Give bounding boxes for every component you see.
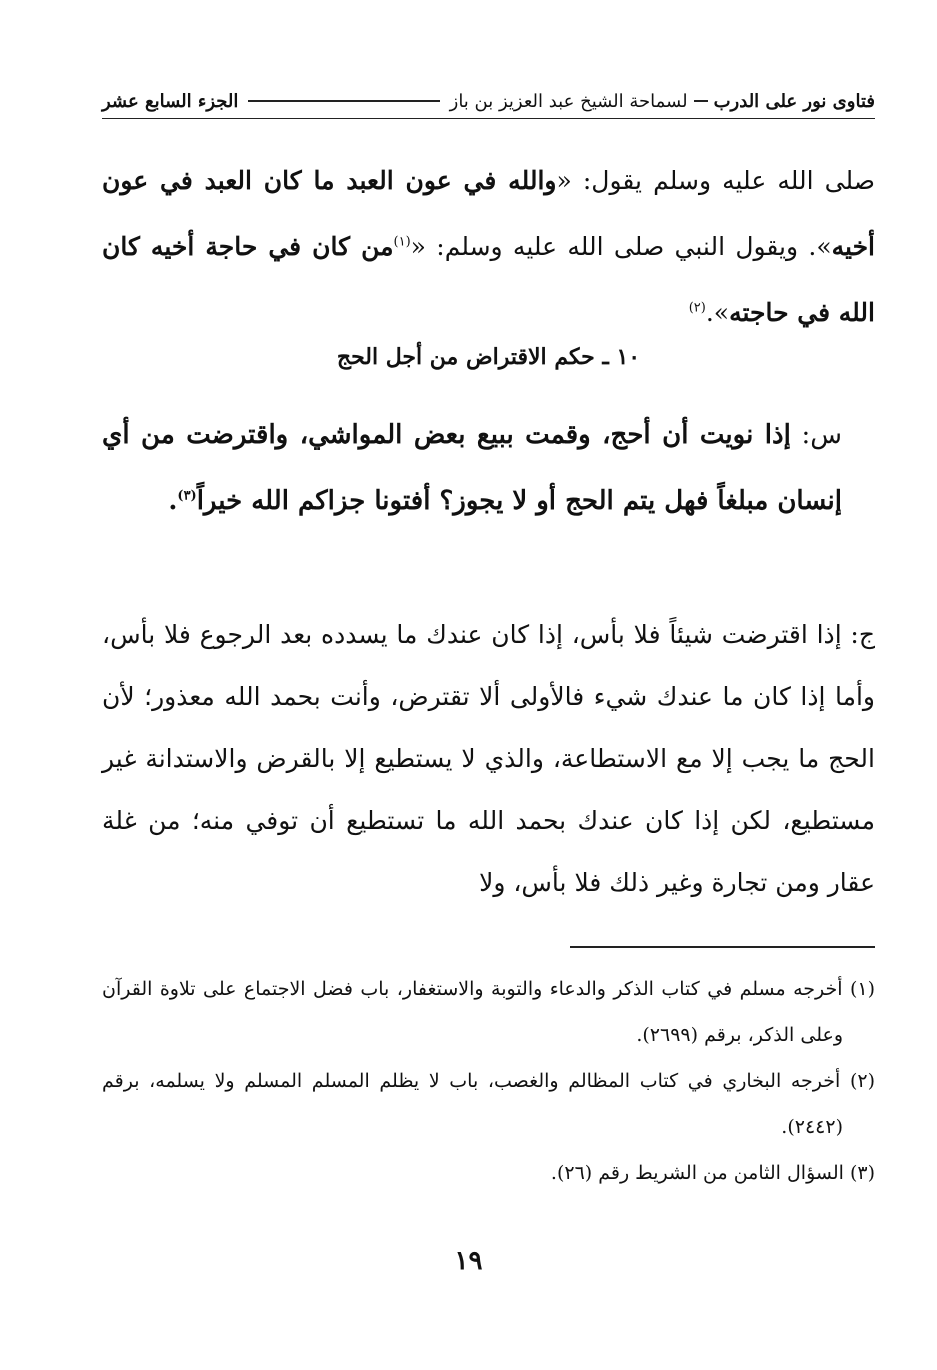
hadith-quote: والله في عون العبد ما كان العبد في عون أخيه [102,166,875,261]
volume-label: الجزء السابع عشر [102,90,239,112]
page-number: ١٩ [454,1246,483,1276]
footnote-ref: (٢) [688,300,706,316]
paragraph-hadith [102,148,875,346]
hadith-quote: من كان في حاجة أخيه كان الله في حاجته [102,232,875,327]
paragraph-text: صلى الله عليه وسلم يقول: « [556,166,875,195]
author-name: لسماحة الشيخ عبد العزيز بن باز [449,90,688,112]
header-dash-line [248,100,439,102]
question-end: . [168,486,178,516]
footnotes-list [102,966,875,1196]
footnote-ref: (١) [393,234,411,250]
book-title: فتاوى نور على الدرب [713,90,875,112]
running-header [102,84,875,119]
header-separator [694,100,708,102]
footnote: (٣) السؤال الثامن من الشريط رقم (٢٦). [550,1162,875,1184]
answer-paragraph: ج: إذا اقترضت شيئاً فلا بأس، إذا كان عندك ما يسدده بعد الرجوع فلا بأس، وأما إذا كان ما عندك شيء فالأولى ألا تقترض، وأنت بحمد الله معذور؛ لأن الحج ما يجب إلا مع الاستطاعة، والذي لا يستطيع إلا بالقرض والاستدانة غير مستطيع، لكن إذا كان عندك بحمد الله ما تستطيع أن توفي منه؛ من غلة عقار ومن تجارة وغير ذلك فلا بأس، ولا [102,620,875,897]
section-title: ١٠ ـ حكم الاقتراض من أجل الحج [336,344,641,370]
question-lead: س: [790,420,842,450]
question-paragraph [102,402,842,534]
paragraph-text: ». ويقول النبي صلى الله عليه وسلم: « [410,232,832,261]
footnote-ref: (٣) [177,488,197,504]
paragraph-text: ». [705,298,730,327]
footnote-divider [570,946,875,948]
footnote: (٢) أخرجه البخاري في كتاب المظالم والغصب، باب لا يظلم المسلم المسلم ولا يسلمه، برقم (٢٤٤٢). [102,1070,875,1138]
question-text: إذا نويت أن أحج، وقمت ببيع بعض المواشي، واقترضت من أي إنسان مبلغاً فهل يتم الحج أو لا يجوز؟ أفتونا جزاكم الله خيراً [102,420,842,516]
footnote: (١) أخرجه مسلم في كتاب الذكر والدعاء والتوبة والاستغفار، باب فضل الاجتماع على تلاوة القرآن وعلى الذكر، برقم (٢٦٩٩). [102,978,875,1046]
